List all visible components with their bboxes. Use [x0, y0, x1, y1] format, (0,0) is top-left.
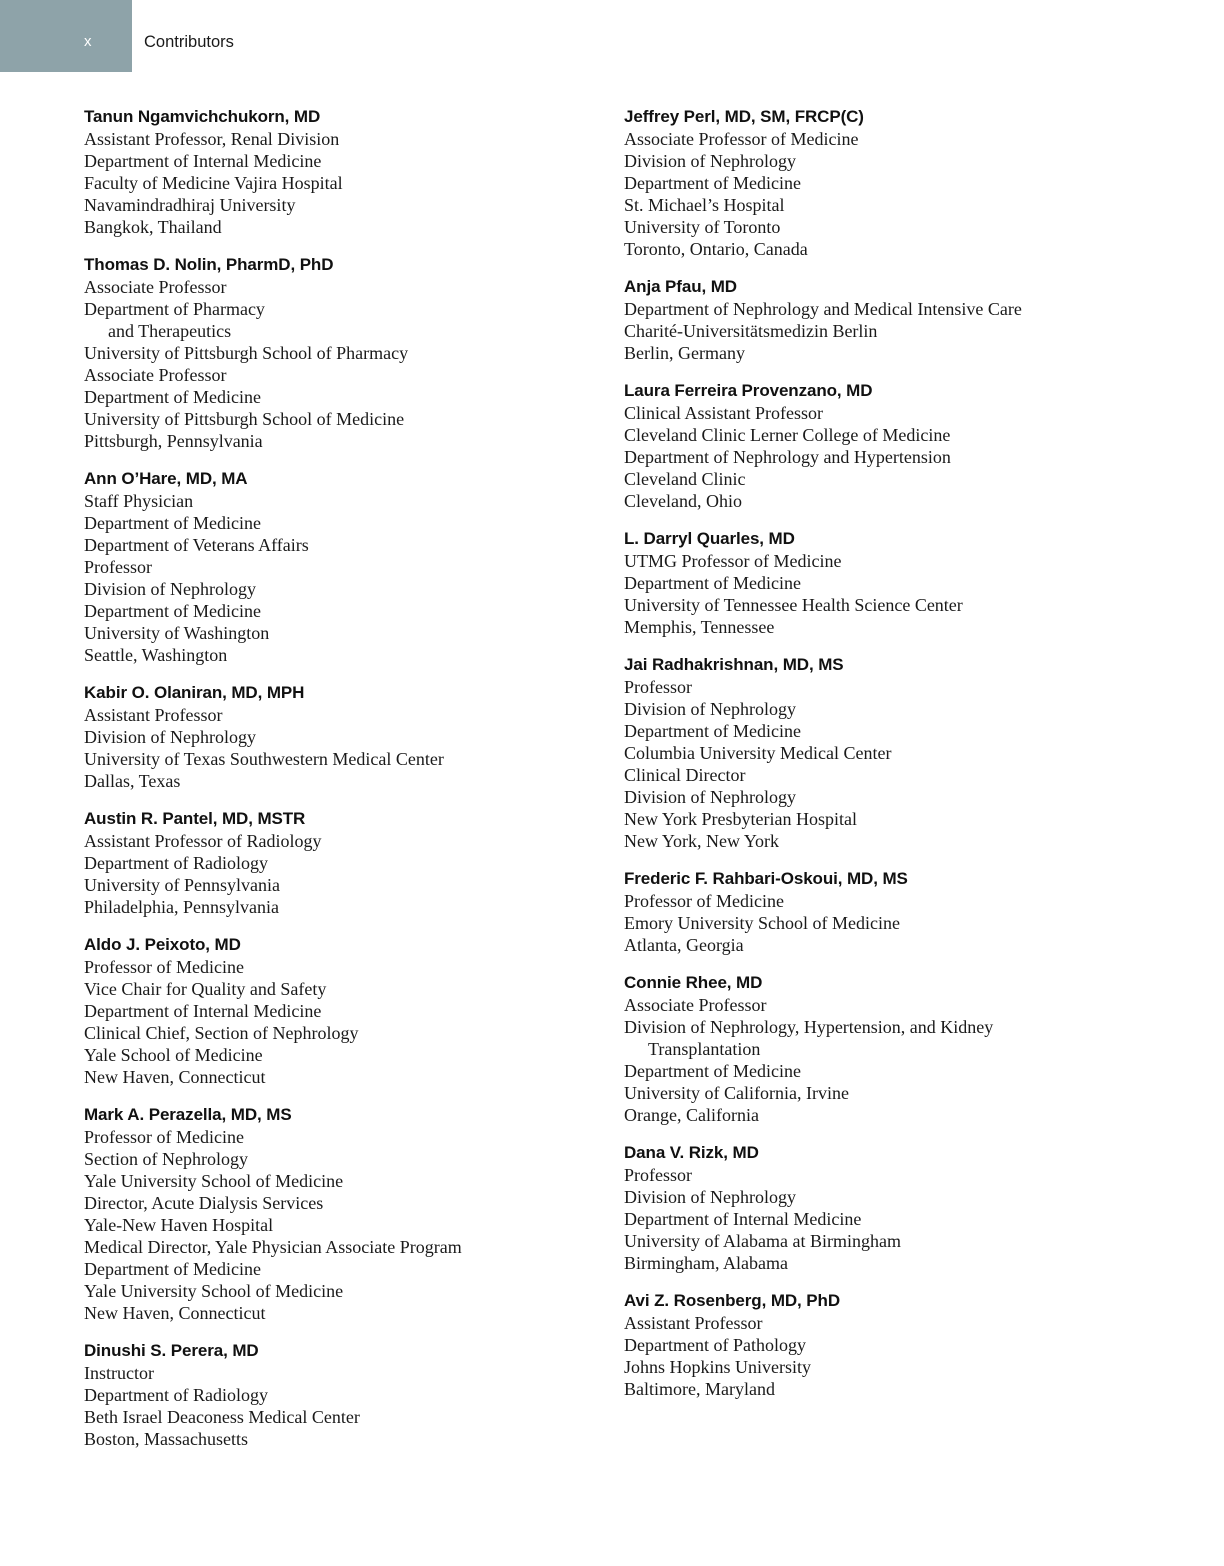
- affiliation-line: Department of Internal Medicine: [624, 1209, 862, 1229]
- affiliation-line: Boston, Massachusetts: [84, 1429, 248, 1449]
- affiliation-line: Assistant Professor of Radiology: [84, 831, 322, 851]
- affiliation-line: Division of Nephrology: [84, 579, 256, 599]
- affiliation-line: Clinical Chief, Section of Nephrology: [84, 1023, 359, 1043]
- contributor-name: Anja Pfau, MD: [624, 277, 737, 296]
- affiliation-line: University of Tennessee Health Science Center: [624, 595, 963, 615]
- affiliation-line: Philadelphia, Pennsylvania: [84, 897, 279, 917]
- contributor-entry: [84, 1340, 584, 1450]
- page-number: x: [84, 33, 92, 50]
- affiliation-line: Cleveland Clinic: [624, 469, 746, 489]
- affiliation-line: University of Washington: [84, 623, 270, 643]
- affiliation-line: Professor of Medicine: [624, 891, 784, 911]
- affiliation-line: UTMG Professor of Medicine: [624, 551, 842, 571]
- affiliation-line: Yale University School of Medicine: [84, 1281, 344, 1301]
- contributor-name: L. Darryl Quarles, MD: [624, 529, 795, 548]
- affiliation-line: Orange, California: [624, 1105, 759, 1125]
- contributor-name: Thomas D. Nolin, PharmD, PhD: [84, 255, 334, 274]
- contributor-entry: [624, 654, 1184, 852]
- contributor-entry: [84, 254, 584, 452]
- affiliation-line: Medical Director, Yale Physician Associate Program: [84, 1237, 462, 1257]
- affiliation-line: Department of Internal Medicine: [84, 151, 322, 171]
- contributors-column-right: [624, 106, 1184, 1416]
- affiliation-line: Professor of Medicine: [84, 957, 244, 977]
- affiliation-line: Assistant Professor: [84, 705, 223, 725]
- contributor-entry: [84, 934, 584, 1088]
- affiliation-line: New York, New York: [624, 831, 780, 851]
- affiliation-line: Professor: [624, 677, 692, 697]
- contributor-entry: [84, 808, 584, 918]
- affiliation-line: Division of Nephrology: [624, 787, 796, 807]
- page-tab: [0, 0, 132, 72]
- affiliation-line: Yale University School of Medicine: [84, 1171, 344, 1191]
- contributor-entry: [624, 1142, 1184, 1274]
- affiliation-line: University of Toronto: [624, 217, 781, 237]
- affiliation-line: Section of Nephrology: [84, 1149, 248, 1169]
- contributor-entry: [624, 972, 1184, 1126]
- affiliation-line: Clinical Director: [624, 765, 746, 785]
- affiliation-line: Department of Pharmacy: [84, 299, 265, 319]
- contributor-entry: [84, 682, 584, 792]
- contributor-entry: [84, 106, 584, 238]
- affiliation-line: Director, Acute Dialysis Services: [84, 1193, 324, 1213]
- affiliation-line: Instructor: [84, 1363, 154, 1383]
- affiliation-line: Johns Hopkins University: [624, 1357, 812, 1377]
- affiliation-line: Department of Internal Medicine: [84, 1001, 322, 1021]
- affiliation-line: Professor: [624, 1165, 692, 1185]
- affiliation-line: University of Alabama at Birmingham: [624, 1231, 901, 1251]
- affiliation-line: Department of Radiology: [84, 1385, 268, 1405]
- affiliation-line: St. Michael’s Hospital: [624, 195, 785, 215]
- affiliation-line: Memphis, Tennessee: [624, 617, 775, 637]
- affiliation-line: Cleveland, Ohio: [624, 491, 742, 511]
- contributor-entry: [624, 868, 1184, 956]
- affiliation-line: Staff Physician: [84, 491, 194, 511]
- contributor-name: Jeffrey Perl, MD, SM, FRCP(C): [624, 107, 864, 126]
- affiliation-line: Department of Pathology: [624, 1335, 806, 1355]
- affiliation-line: Yale-New Haven Hospital: [84, 1215, 274, 1235]
- contributors-column-left: [84, 106, 584, 1466]
- affiliation-line: and Therapeutics: [108, 321, 232, 341]
- affiliation-line: Division of Nephrology: [624, 699, 796, 719]
- contributor-name: Kabir O. Olaniran, MD, MPH: [84, 683, 305, 702]
- affiliation-line: Department of Medicine: [624, 573, 801, 593]
- affiliation-line: Vice Chair for Quality and Safety: [84, 979, 327, 999]
- affiliation-line: Division of Nephrology: [84, 727, 256, 747]
- affiliation-line: University of Texas Southwestern Medical Center: [84, 749, 444, 769]
- affiliation-line: Department of Nephrology and Hypertension: [624, 447, 951, 467]
- affiliation-line: Department of Medicine: [84, 387, 261, 407]
- affiliation-line: Assistant Professor: [624, 1313, 763, 1333]
- affiliation-line: Transplantation: [648, 1039, 761, 1059]
- affiliation-line: Division of Nephrology, Hypertension, and Kidney: [624, 1017, 994, 1037]
- affiliation-line: Beth Israel Deaconess Medical Center: [84, 1407, 360, 1427]
- affiliation-line: Division of Nephrology: [624, 1187, 796, 1207]
- running-head: Contributors: [144, 33, 234, 51]
- affiliation-line: New Haven, Connecticut: [84, 1067, 266, 1087]
- contributor-name: Tanun Ngamvichchukorn, MD: [84, 107, 321, 126]
- affiliation-line: Department of Veterans Affairs: [84, 535, 309, 555]
- affiliation-line: Professor: [84, 557, 152, 577]
- affiliation-line: Dallas, Texas: [84, 771, 181, 791]
- affiliation-line: Atlanta, Georgia: [624, 935, 744, 955]
- contributor-name: Frederic F. Rahbari-Oskoui, MD, MS: [624, 869, 908, 888]
- affiliation-line: Faculty of Medicine Vajira Hospital: [84, 173, 343, 193]
- affiliation-line: New York Presbyterian Hospital: [624, 809, 857, 829]
- contributor-name: Mark A. Perazella, MD, MS: [84, 1105, 292, 1124]
- affiliation-line: Baltimore, Maryland: [624, 1379, 775, 1399]
- contributor-entry: [624, 106, 1184, 260]
- affiliation-line: Clinical Assistant Professor: [624, 403, 823, 423]
- affiliation-line: University of Pennsylvania: [84, 875, 280, 895]
- affiliation-line: Assistant Professor, Renal Division: [84, 129, 340, 149]
- affiliation-line: Department of Medicine: [624, 721, 801, 741]
- contributor-entry: [624, 1290, 1184, 1400]
- affiliation-line: Emory University School of Medicine: [624, 913, 900, 933]
- contributor-name: Jai Radhakrishnan, MD, MS: [624, 655, 844, 674]
- affiliation-line: Pittsburgh, Pennsylvania: [84, 431, 263, 451]
- affiliation-line: Department of Medicine: [624, 173, 801, 193]
- affiliation-line: University of Pittsburgh School of Pharmacy: [84, 343, 409, 363]
- affiliation-line: Associate Professor: [84, 365, 227, 385]
- affiliation-line: Associate Professor of Medicine: [624, 129, 859, 149]
- affiliation-line: Yale School of Medicine: [84, 1045, 263, 1065]
- affiliation-line: Columbia University Medical Center: [624, 743, 892, 763]
- affiliation-line: Toronto, Ontario, Canada: [624, 239, 808, 259]
- contributor-name: Laura Ferreira Provenzano, MD: [624, 381, 873, 400]
- affiliation-line: Associate Professor: [84, 277, 227, 297]
- contributor-entry: [624, 380, 1184, 512]
- affiliation-line: Department of Nephrology and Medical Intensive Care: [624, 299, 1022, 319]
- contributor-entry: [84, 1104, 584, 1324]
- affiliation-line: Charité-Universitätsmedizin Berlin: [624, 321, 878, 341]
- affiliation-line: University of California, Irvine: [624, 1083, 849, 1103]
- contributor-entry: [624, 276, 1184, 364]
- affiliation-line: Seattle, Washington: [84, 645, 228, 665]
- contributor-entry: [84, 468, 584, 666]
- contributor-name: Austin R. Pantel, MD, MSTR: [84, 809, 306, 828]
- affiliation-line: Division of Nephrology: [624, 151, 796, 171]
- affiliation-line: University of Pittsburgh School of Medicine: [84, 409, 405, 429]
- affiliation-line: Birmingham, Alabama: [624, 1253, 788, 1273]
- affiliation-line: Professor of Medicine: [84, 1127, 244, 1147]
- contributor-name: Dana V. Rizk, MD: [624, 1143, 759, 1162]
- contributor-name: Connie Rhee, MD: [624, 973, 763, 992]
- affiliation-line: Berlin, Germany: [624, 343, 745, 363]
- affiliation-line: Associate Professor: [624, 995, 767, 1015]
- affiliation-line: Department of Medicine: [84, 513, 261, 533]
- affiliation-line: Cleveland Clinic Lerner College of Medicine: [624, 425, 951, 445]
- affiliation-line: Department of Medicine: [84, 1259, 261, 1279]
- affiliation-line: Navamindradhiraj University: [84, 195, 296, 215]
- contributor-name: Dinushi S. Perera, MD: [84, 1341, 259, 1360]
- affiliation-line: New Haven, Connecticut: [84, 1303, 266, 1323]
- contributor-entry: [624, 528, 1184, 638]
- affiliation-line: Department of Medicine: [624, 1061, 801, 1081]
- affiliation-line: Bangkok, Thailand: [84, 217, 222, 237]
- affiliation-line: Department of Medicine: [84, 601, 261, 621]
- affiliation-line: Department of Radiology: [84, 853, 268, 873]
- contributor-name: Ann O’Hare, MD, MA: [84, 469, 248, 488]
- contributor-name: Avi Z. Rosenberg, MD, PhD: [624, 1291, 841, 1310]
- contributor-name: Aldo J. Peixoto, MD: [84, 935, 241, 954]
